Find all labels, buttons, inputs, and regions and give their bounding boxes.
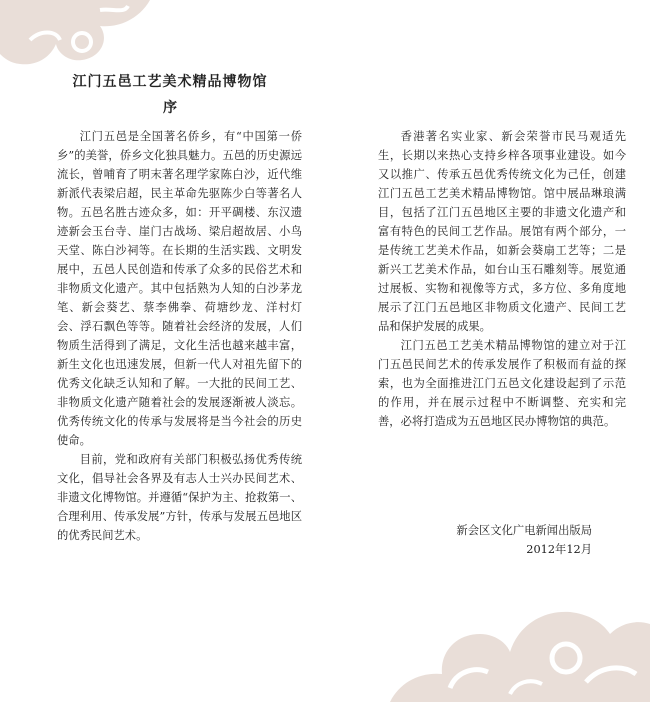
- right-text-column: [378, 127, 626, 431]
- page-header: [55, 72, 285, 118]
- cloud-ornament-bottom-right-icon: [390, 562, 650, 702]
- paragraph: 目前，党和政府有关部门积极弘扬优秀传统文化，倡导社会各界及有志人士兴办民间艺术、非遗文化博物馆。并遵循“保护为主、抢救第一、合理利用、传承发展”方针，传承与发展五邑地区的优秀民间艺术。: [57, 453, 302, 542]
- paragraph: 江门五邑是全国著名侨乡，有“中国第一侨乡”的美誉，侨乡文化独具魅力。五邑的历史源远流长，曾哺育了明末著名理学家陈白沙，近代维新派代表梁启超，民主革命先驱陈少白等著名人物。五邑名胜古迹众多，如：开平碉楼、东汉遗迹新会玉台寺、崖门古战场、梁启超故居、小鸟天堂、陈白沙祠等。在长期的生活实践、文明发展中，五邑人民创造和传承了众多的民俗艺术和非物质文化遗产。其中包括熟为人知的白沙茅龙笔、新会葵艺、蔡李佛拳、荷塘纱龙、洋村灯会、浮石飘色等等。随着社会经济的发展，人们物质生活得到了满足，文化生活也越来越丰富，新生文化也迅速发展，但新一代人对祖先留下的优秀文化缺乏认知和了解。一大批的民间工艺、非物质文化遗产随着社会的发展逐渐被人淡忘。优秀传统文化的传承与发展将是当今社会的历史使命。: [57, 130, 302, 447]
- signature-organization: 新会区文化广电新闻出版局: [456, 524, 592, 537]
- page-title: 江门五邑工艺美术精品博物馆: [72, 74, 268, 90]
- paragraph: 香港著名实业家、新会荣誉市民马观适先生，长期以来热心支持乡梓各项事业建设。如今又以推广、传承五邑优秀传统文化为己任，创建江门五邑工艺美术精品博物馆。馆中展品琳琅满目，包括了江门五邑地区主要的非遗文化遗产和富有特色的民间工艺作品。展馆有两个部分，一是传统工艺美术作品，如新会葵扇工艺等；二是新兴工艺美术作品，如台山玉石雕刻等。展览通过展板、实物和视像等方式，多方位、多角度地展示了江门五邑地区非物质文化遗产、民间工艺品和保护发展的成果。: [378, 130, 626, 333]
- page-subtitle: 序: [163, 100, 177, 116]
- signature-date: 2012年12月: [526, 543, 592, 556]
- paragraph: 江门五邑工艺美术精品博物馆的建立对于江门五邑民间艺术的传承发展作了积极而有益的探索，也为全面推进江门五邑文化建设起到了示范的作用，并在展示过程中不断调整、充实和完善，必将打造成为五邑地区民办博物馆的典范。: [378, 339, 626, 428]
- left-text-column: [57, 127, 302, 545]
